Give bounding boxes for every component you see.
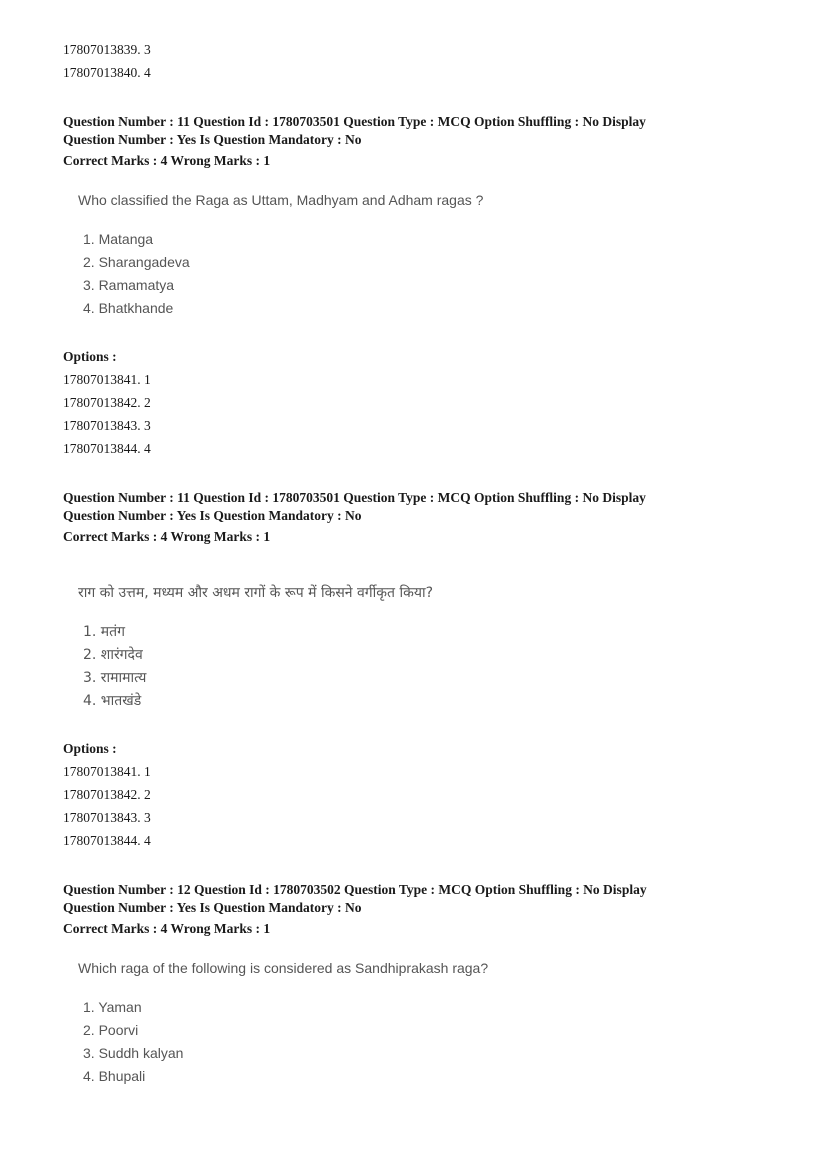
choice-item: 4. Bhupali <box>83 1068 146 1084</box>
question-header-line2: Question Number : Yes Is Question Mandatory : No <box>63 132 362 147</box>
option-line: 17807013844. 4 <box>63 441 151 456</box>
question-text: राग को उत्तम, मध्यम और अधम रागों के रूप में किसने वर्गीकृत किया? <box>78 585 434 601</box>
choice-item: 3. Suddh kalyan <box>83 1045 184 1061</box>
choice-item: 4. भातखंडे <box>83 693 142 709</box>
option-line: 17807013843. 3 <box>63 810 151 825</box>
choice-item: 2. शारंगदेव <box>83 647 143 663</box>
question-header-line1: Question Number : 11 Question Id : 1780703501 Question Type : MCQ Option Shuffling : No Display <box>63 114 646 129</box>
option-line: 17807013840. 4 <box>63 65 151 80</box>
option-line: 17807013843. 3 <box>63 418 151 433</box>
question-header-line1: Question Number : 11 Question Id : 1780703501 Question Type : MCQ Option Shuffling : No Display <box>63 490 646 505</box>
option-line: 17807013844. 4 <box>63 833 151 848</box>
choice-item: 1. Matanga <box>83 231 154 247</box>
options-label: Options : <box>63 349 117 364</box>
choice-item: 1. Yaman <box>83 999 142 1015</box>
choice-item: 3. Ramamatya <box>83 277 175 293</box>
choice-item: 3. रामामात्य <box>83 670 147 686</box>
options-label: Options : <box>63 741 117 756</box>
option-line: 17807013842. 2 <box>63 787 151 802</box>
option-line: 17807013841. 1 <box>63 764 151 779</box>
choice-item: 4. Bhatkhande <box>83 300 174 316</box>
question-header-line1: Question Number : 12 Question Id : 1780703502 Question Type : MCQ Option Shuffling : No Display <box>63 882 647 897</box>
option-line: 17807013839. 3 <box>63 42 151 57</box>
marks-line: Correct Marks : 4 Wrong Marks : 1 <box>63 153 271 168</box>
option-line: 17807013842. 2 <box>63 395 151 410</box>
choice-item: 2. Poorvi <box>83 1022 139 1038</box>
marks-line: Correct Marks : 4 Wrong Marks : 1 <box>63 921 271 936</box>
marks-line: Correct Marks : 4 Wrong Marks : 1 <box>63 529 271 544</box>
question-header-line2: Question Number : Yes Is Question Mandatory : No <box>63 900 362 915</box>
option-line: 17807013841. 1 <box>63 372 151 387</box>
choice-item: 1. मतंग <box>83 624 126 640</box>
question-text: Which raga of the following is considered as Sandhiprakash raga? <box>78 960 489 976</box>
question-header-line2: Question Number : Yes Is Question Mandatory : No <box>63 508 362 523</box>
question-text: Who classified the Raga as Uttam, Madhyam and Adham ragas ? <box>78 192 484 208</box>
choice-item: 2. Sharangadeva <box>83 254 190 270</box>
